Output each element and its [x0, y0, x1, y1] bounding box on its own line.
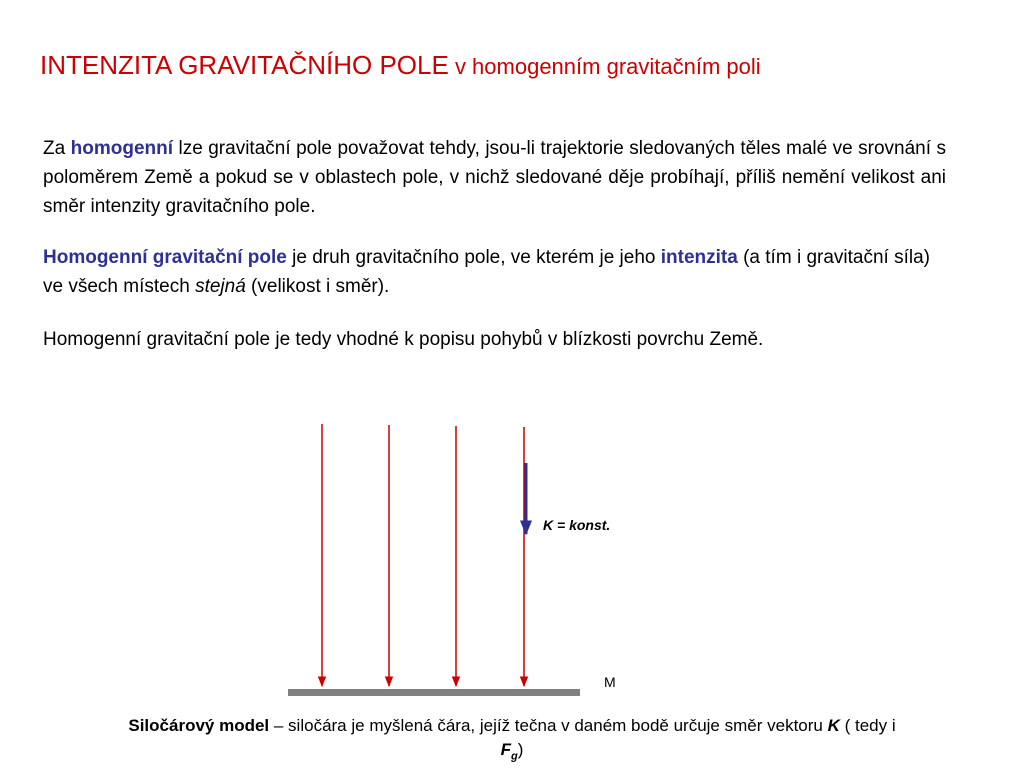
title-subtitle: v homogenním gravitačním poli: [448, 54, 761, 79]
p1-highlight: homogenní: [70, 138, 174, 159]
caption-vector-k: K: [827, 716, 840, 735]
caption-text3: ): [517, 740, 524, 759]
vector-label: K = konst.: [543, 517, 611, 533]
caption-text: – siločára je myšlená čára, jejíž tečna v daném bodě určuje směr vektoru: [269, 716, 828, 735]
caption-bold: Siločárový model: [128, 716, 270, 735]
p2-highlight-field: Homogenní gravitační pole: [43, 247, 287, 268]
p2-highlight-intensity: intenzita: [660, 247, 738, 268]
p2-text1: je druh gravitačního pole, ve kterém je jeho: [286, 247, 661, 268]
p2-text2: (a tím i gravitační síla) ve všech místech: [43, 247, 930, 297]
caption-text2: ( tedy i: [839, 716, 896, 735]
caption: [40, 714, 984, 768]
earth-surface: [288, 689, 580, 696]
p2-italic-same: stejná: [195, 276, 246, 297]
p1-prefix: Za: [43, 138, 71, 159]
paragraph-usage: Homogenní gravitační pole je tedy vhodné k popisu pohybů v blízkosti povrchu Země.: [43, 329, 764, 350]
caption-vector-f-sub: g: [510, 750, 518, 763]
p2-text3: (velikost i směr).: [245, 276, 390, 297]
title-main: INTENZITA GRAVITAČNÍHO POLE: [40, 50, 449, 80]
caption-vector-f: F: [500, 740, 511, 759]
p1-text: lze gravitační pole považovat tehdy, jsou-li trajektorie sledovaných těles malé ve srovnání s poloměrem Země a pokud se v oblastech pole, v nichž sledované děje probíhají, příliš nemění velikost ani směr intenzity gravitačního pole.: [43, 138, 946, 217]
surface-label: M: [604, 674, 616, 690]
